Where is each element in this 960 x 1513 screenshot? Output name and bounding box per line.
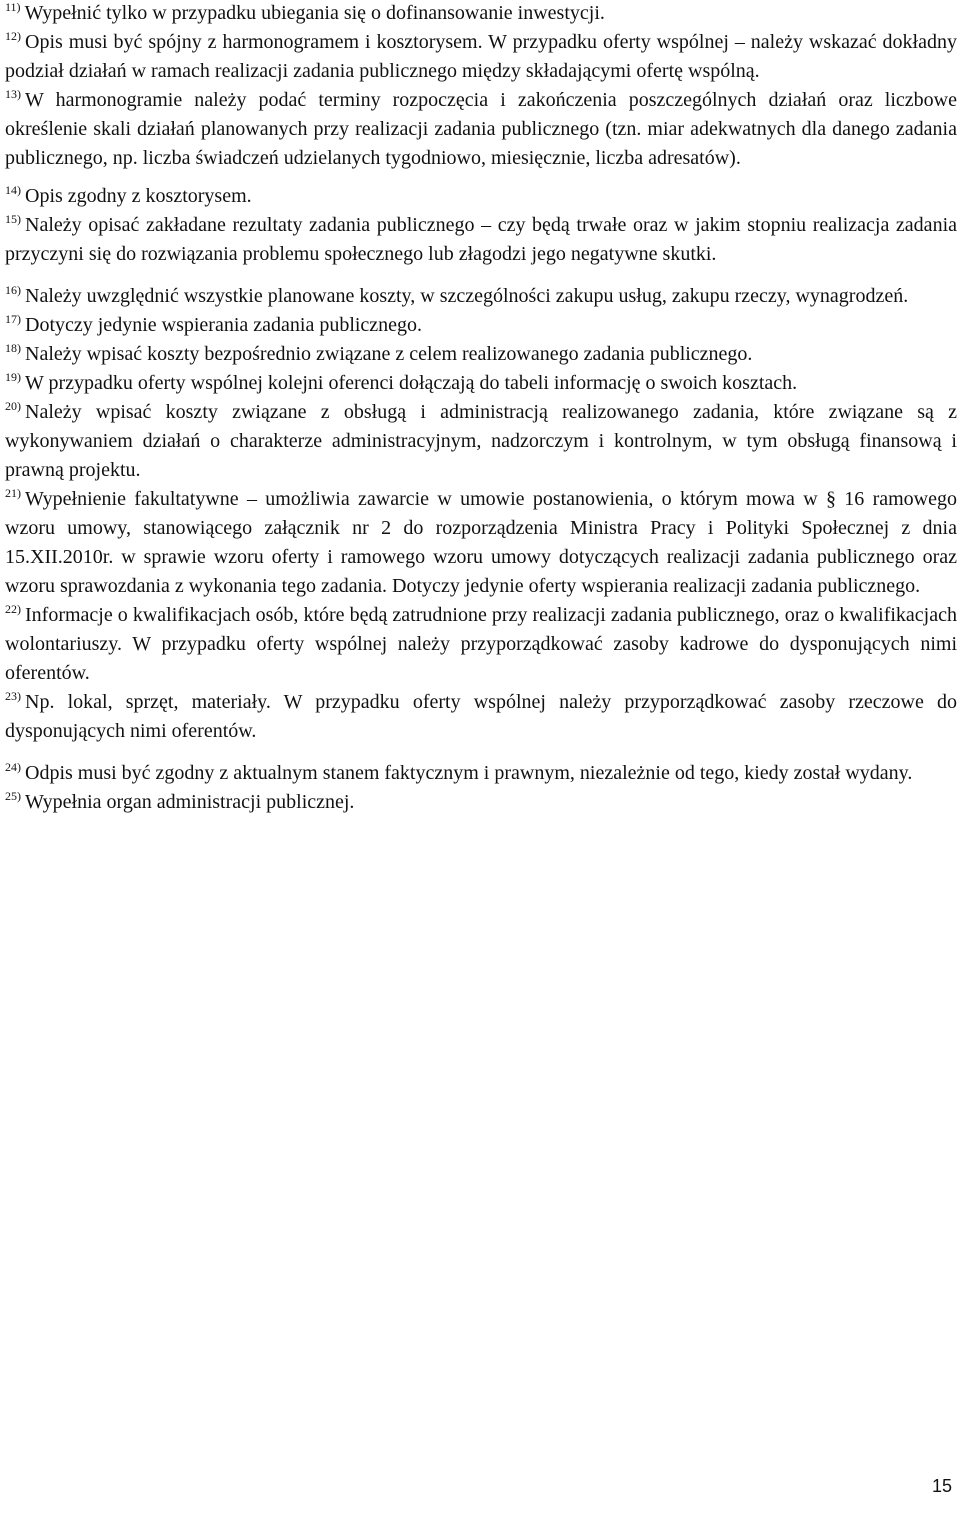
footnote-number: 18): [5, 341, 21, 355]
footnote-text: Opis musi być spójny z harmonogramem i kosztorysem. W przypadku oferty wspólnej – należy wskazać dokładny podział działań w ramach realizacji zadania publicznego między składającymi ofertę wspólną.: [5, 31, 957, 82]
footnote-number: 17): [5, 312, 21, 326]
footnote-text: Wypełnić tylko w przypadku ubiegania się o dofinansowanie inwestycji.: [24, 2, 605, 24]
footnote-number: 19): [5, 370, 21, 384]
footnote-text: W przypadku oferty wspólnej kolejni oferenci dołączają do tabeli informację o swoich kosztach.: [25, 372, 798, 394]
footnote-20: [5, 398, 957, 485]
footnote-13: [5, 86, 957, 173]
footnote-number: 12): [5, 29, 21, 43]
footnote-number: 16): [5, 283, 21, 297]
footnote-number: 23): [5, 689, 21, 703]
page-number: 15: [931, 1476, 952, 1496]
footnote-19: [5, 369, 957, 398]
footnote-text: Wypełnienie fakultatywne – umożliwia zawarcie w umowie postanowienia, o którym mowa w § 16 ramowego wzoru umowy, stanowiącego załącznik nr 2 do rozporządzenia Ministra Pracy i Polityki Społecznej z dnia 15.XII.2010r. w sprawie wzoru oferty i ramowego wzoru umowy dotyczących realizacji zadania publicznego oraz wzoru sprawozdania z wykonania tego zadania. Dotyczy jedynie oferty wspierania realizacji zadania publicznego.: [5, 488, 957, 597]
footnote-number: 13): [5, 87, 21, 101]
footnote-24: [5, 759, 957, 788]
footnote-14: [5, 182, 957, 211]
footnote-15: [5, 211, 957, 269]
footnotes-section: [5, 0, 957, 817]
footnote-text: Należy uwzględnić wszystkie planowane koszty, w szczególności zakupu usług, zakupu rzeczy, wynagrodzeń.: [25, 285, 909, 307]
footnote-text: W harmonogramie należy podać terminy rozpoczęcia i zakończenia poszczególnych działań oraz liczbowe określenie skali działań planowanych przy realizacji zadania publicznego (tzn. miar adekwatnych dla danego zadania publicznego, np. liczba świadczeń udzielanych tygodniowo, miesięcznie, liczba adresatów).: [5, 89, 957, 169]
footnote-number: 15): [5, 212, 21, 226]
footnote-22: [5, 601, 957, 688]
footnote-number: 25): [5, 789, 21, 803]
footnote-12: [5, 28, 957, 86]
footnote-number: 24): [5, 760, 21, 774]
footnote-number: 22): [5, 602, 21, 616]
footnote-number: 21): [5, 486, 21, 500]
footnote-17: [5, 311, 957, 340]
footnote-number: 14): [5, 183, 21, 197]
footnote-text: Odpis musi być zgodny z aktualnym stanem faktycznym i prawnym, niezależnie od tego, kiedy został wydany.: [25, 762, 913, 784]
footnote-21: [5, 485, 957, 601]
footnote-text: Opis zgodny z kosztorysem.: [25, 185, 252, 207]
footnote-number: 20): [5, 399, 21, 413]
footnote-25: [5, 788, 957, 817]
footnote-text: Wypełnia organ administracji publicznej.: [25, 791, 355, 813]
footnote-16: [5, 282, 957, 311]
footnote-11: [5, 0, 957, 28]
footnote-text: Dotyczy jedynie wspierania zadania publicznego.: [25, 314, 423, 336]
footnote-text: Należy wpisać koszty związane z obsługą i administracją realizowanego zadania, które związane są z wykonywaniem działań o charakterze administracyjnym, nadzorczym i kontrolnym, w tym obsługą finansową i prawną projektu.: [5, 401, 957, 481]
footnote-text: Np. lokal, sprzęt, materiały. W przypadku oferty wspólnej należy przyporządkować zasoby rzeczowe do dysponujących nimi oferentów.: [5, 691, 957, 742]
footnote-number: 11): [5, 0, 21, 14]
footnote-text: Informacje o kwalifikacjach osób, które będą zatrudnione przy realizacji zadania publicznego, oraz o kwalifikacjach wolontariuszy. W przypadku oferty wspólnej należy przyporządkować zasoby kadrowe do dysponujących nimi oferentów.: [5, 604, 957, 684]
footnote-text: Należy opisać zakładane rezultaty zadania publicznego – czy będą trwałe oraz w jakim stopniu realizacja zadania przyczyni się do rozwiązania problemu społecznego lub złagodzi jego negatywne skutki.: [5, 214, 957, 265]
footnote-text: Należy wpisać koszty bezpośrednio związane z celem realizowanego zadania publicznego.: [25, 343, 753, 365]
footnote-18: [5, 340, 957, 369]
footnote-23: [5, 688, 957, 746]
